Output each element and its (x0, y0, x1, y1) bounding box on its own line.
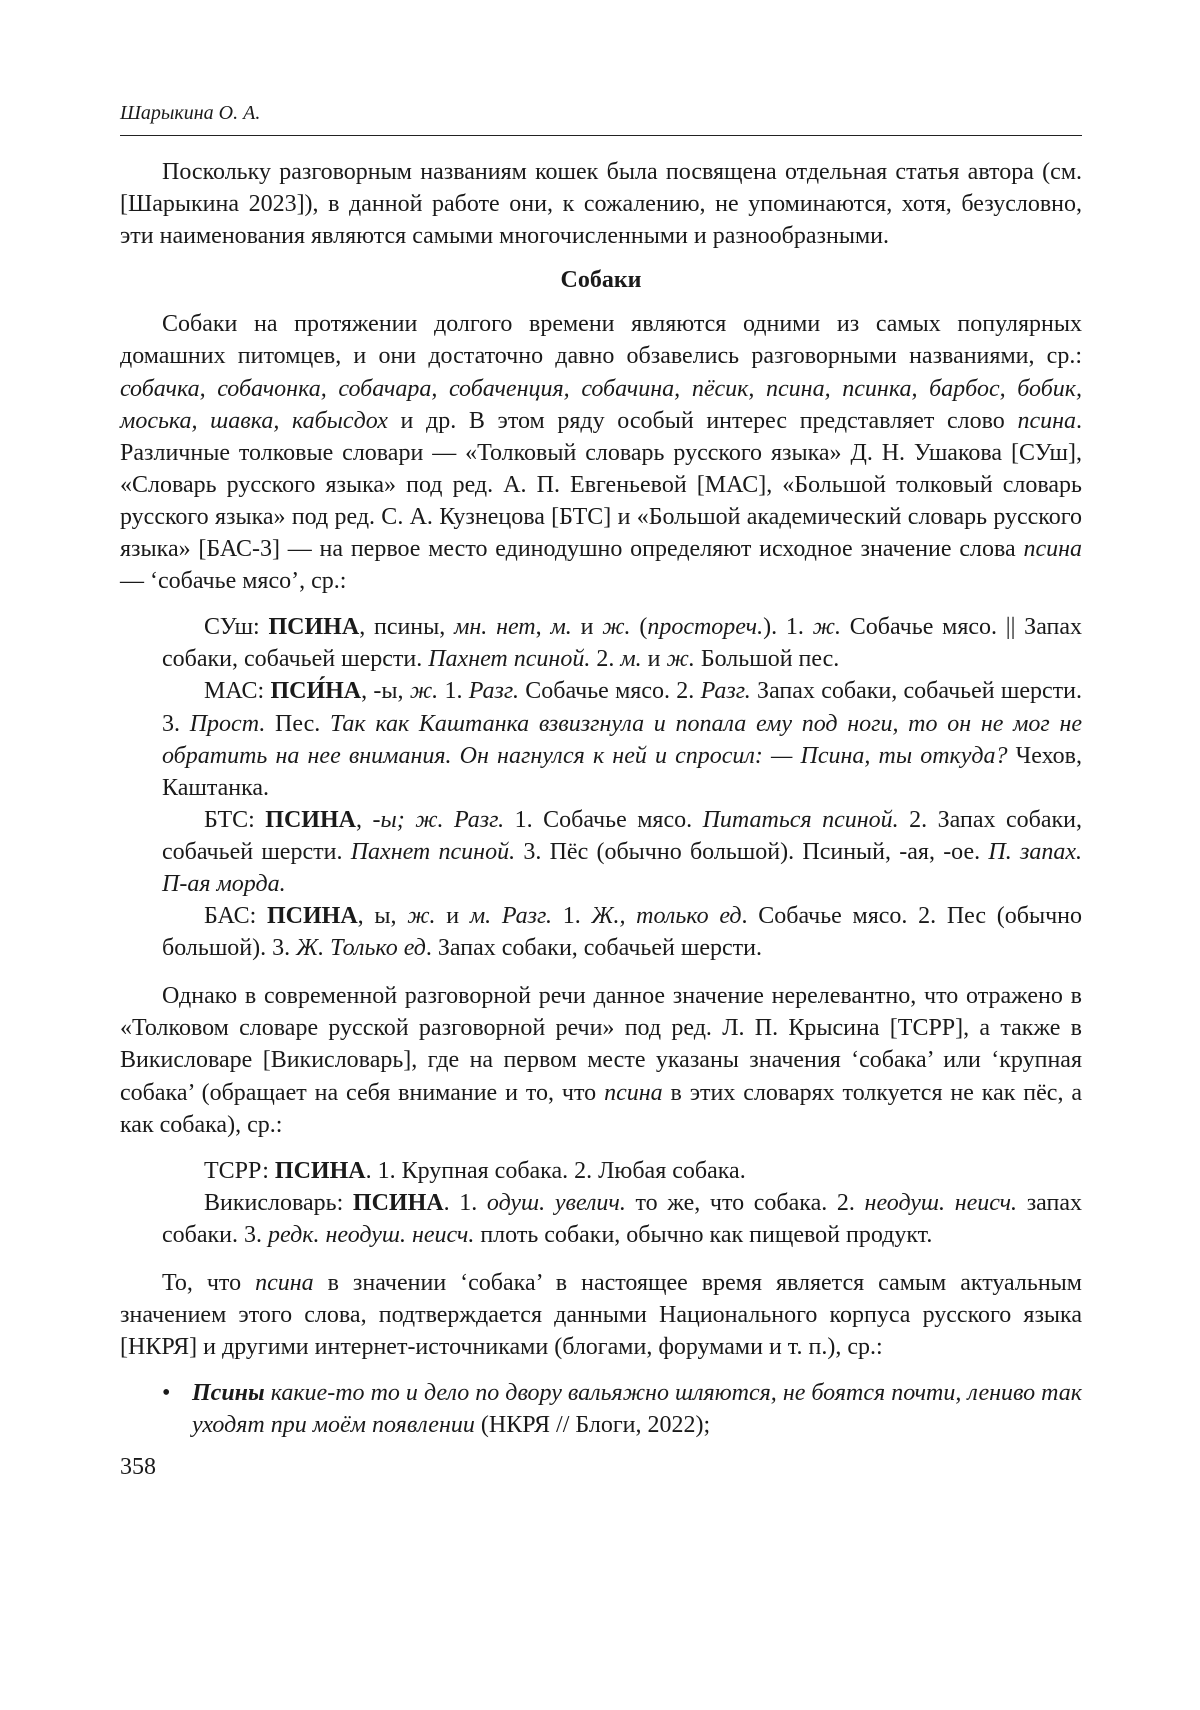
text-run: и (435, 903, 470, 930)
text-run: , (355, 806, 373, 833)
entry-mas (162, 675, 1082, 803)
dictionary-entries-modern (120, 1155, 1082, 1251)
entry-headword: ПСИНА (265, 806, 356, 833)
text-run: 1. (552, 903, 592, 930)
section-heading: Собаки (560, 267, 642, 294)
text-run: ). 1. (763, 614, 813, 641)
text-run: . Собачье мясо. 2. Пес (обычно большой). 3. (162, 903, 1083, 962)
italic-run: ж. (812, 614, 841, 641)
italic-run: ж. (409, 678, 439, 705)
text-run: , -ы, (361, 678, 410, 705)
entry-source: ТСРР: (204, 1157, 275, 1184)
page (120, 100, 1082, 1441)
page-number: 358 (120, 1454, 156, 1480)
entry-headword: ПСИНА (267, 903, 358, 930)
text-run: 1. (438, 678, 469, 705)
text-run: Однако в современной разговорной речи данное значение нерелевантно, что отражено в «Толковом словаре русской разговорной речи» под ред. Л. П. Крысина [ТСРР], а также в Викисловаре [Викисловарь], где на первом месте указаны значения ‘собака’ или ‘крупная собака’ (обращает на себя внимание и то, что (120, 983, 1082, 1106)
italic-run: ж. (602, 614, 631, 641)
italic-run: ж. (666, 646, 695, 673)
text-run: запах собаки. 3. (162, 1189, 1083, 1248)
italic-term: псина (1023, 536, 1082, 563)
italic-run: Питаться псиной. (702, 806, 899, 833)
entry-headword: ПСИНА (352, 1189, 444, 1216)
text-run: , (535, 614, 551, 641)
paragraph-corpus (120, 1267, 1082, 1363)
text-run: . Различные толковые словари — «Толковый словарь русского языка» Д. Н. Ушакова [СУш], «Словарь русского языка» под ред. А. П. Евгеньевой [МАС], «Большой толковый словарь русского языка» под ред. С. А. Кузнецова [БТС] и «Большой академический словарь русского языка» [БАС-3] — на первое место единодушно определяют исходное значение слова (120, 407, 1082, 563)
entry-bts (162, 804, 1082, 900)
example-keyword: Псины (192, 1380, 265, 1407)
text-run: 3. Пёс (обычно большой). Псиный, -ая, -ое. (515, 838, 989, 865)
text-run: Собачье мясо. 2. (518, 678, 701, 705)
entry-tsrr (162, 1155, 1082, 1187)
spacer (120, 1251, 1082, 1267)
paragraph-intro: Поскольку разговорным названиям кошек была посвящена отдельная статья автора (см. [Шарыкина 2023]), в данной работе они, к сожалению, не упоминаются, хотя, безусловно, эти наименования являются самыми многочисленными и разнообразными. (120, 159, 1082, 250)
text-run: ( (630, 614, 648, 641)
entry-source: БТС: (204, 806, 266, 833)
text-run: То, что (162, 1270, 256, 1296)
entry-source: МАС: (204, 678, 271, 705)
text-run: Чехов, Каштанка. (162, 742, 1082, 801)
entry-source: СУш: (204, 614, 269, 641)
italic-run: Ж., только ед (591, 903, 742, 930)
text-run: в значении ‘собака’ в настоящее время является самым актуальным значением этого слова, подтверждается данными Национального корпуса русского языка [НКРЯ] и другими интернет-источниками (блогами, форумами и т. п.), ср.: (120, 1270, 1082, 1361)
italic-run: неодуш. неисч. (864, 1189, 1018, 1216)
italic-run: одуш. увелич. (486, 1189, 626, 1216)
bullet-marker: • (162, 1380, 171, 1407)
text-run: в этих словарях толкуется не как пёс, а как собака), ср.: (120, 1079, 1083, 1138)
example-list (120, 1377, 1082, 1441)
entry-headword: ПСИНА (274, 1157, 366, 1184)
example-source: (НКРЯ // Блоги, 2022); (474, 1412, 711, 1439)
list-item (120, 1377, 1082, 1441)
text-run: , ы, (357, 903, 408, 930)
italic-run: ж. (407, 903, 436, 930)
text-run: то же, что собака. 2. (625, 1189, 865, 1216)
paragraph-modern-usage (120, 980, 1082, 1140)
running-head: Шарыкина О. А. (120, 100, 1082, 136)
italic-word-list: собачка, собачонка, собачара, собаченция, собачина, пёсик, псина, псинка, барбос, бобик, моська, шавка, кабысдох (120, 375, 1082, 434)
italic-term: псина (1017, 407, 1076, 434)
text-run: Запах собаки, собачьей шерсти. 3. (162, 678, 1083, 737)
italic-run: -ы; ж. Разг. (372, 806, 505, 833)
italic-term: псина (604, 1079, 663, 1106)
spacer (120, 964, 1082, 980)
italic-run: Пахнет псиной. (350, 838, 516, 865)
italic-run: м. (620, 646, 642, 673)
text-run: . Запах собаки, собачьей шерсти. (425, 935, 762, 962)
entry-source: Викисловарь: (204, 1189, 353, 1216)
italic-run: мн. нет (454, 614, 536, 641)
entry-sush (162, 611, 1082, 675)
entry-headword: ПСИ́НА (270, 678, 362, 705)
text-run: плоть собаки, обычно как пищевой продукт. (474, 1221, 933, 1248)
text-run: 1. Собачье мясо. (504, 806, 703, 833)
italic-run: Прост. (189, 710, 266, 737)
example-quote: какие-то то и дело по двору вальяжно шляются, не боятся почти, лениво так уходят при моём появлении (192, 1380, 1082, 1439)
italic-run: простореч. (647, 614, 764, 641)
text-run: и (641, 646, 667, 673)
text-run: . 1. Крупная собака. 2. Любая собака. (365, 1157, 746, 1184)
entry-headword: ПСИНА (268, 614, 360, 641)
article-body (120, 156, 1082, 1441)
entry-bas (162, 900, 1082, 964)
italic-run: Разг. (468, 678, 519, 705)
italic-run: Пахнет псиной. (428, 646, 591, 673)
text-run: . 1. (443, 1189, 487, 1216)
italic-run: м. Разг. (469, 903, 553, 930)
text-run: и (571, 614, 603, 641)
entry-source: БАС: (204, 903, 267, 930)
text-run: 2. Запах собаки, собачьей шерсти. (162, 806, 1083, 865)
italic-run: Разг. (700, 678, 751, 705)
text-run: , псины, (359, 614, 455, 641)
paragraph-dogs (120, 308, 1082, 597)
italic-term: псина (255, 1270, 314, 1296)
dictionary-entries (120, 611, 1082, 964)
text-run: Большой пес. (694, 646, 840, 673)
italic-run: Ж. Только ед (296, 935, 426, 962)
text-run: Собачье мясо. || Запах собаки, собачьей шерсти. (162, 614, 1083, 673)
text-run: Собаки на протяжении долгого времени являются одними из самых популярных домашних питомцев, и они достаточно давно обзавелись разговорными названиями, ср.: (120, 311, 1082, 370)
italic-run: м. (550, 614, 572, 641)
italic-quote: Так как Каштанка взвизгнула и попала ему под ноги, то он не мог не обратить на нее внимания. Он нагнулся к ней и спросил: — Псина, ты откуда? (162, 710, 1083, 769)
text-run: и др. В этом ряду особый интерес представляет слово (387, 407, 1018, 434)
italic-run: редк. неодуш. неисч. (268, 1221, 475, 1248)
text-run: Пес. (265, 710, 330, 737)
italic-run: П. запах. П-ая морда. (162, 838, 1082, 897)
text-run: 2. (590, 646, 621, 673)
text-run: — ‘собачье мясо’, ср.: (120, 568, 347, 595)
entry-wiktionary (162, 1187, 1082, 1251)
